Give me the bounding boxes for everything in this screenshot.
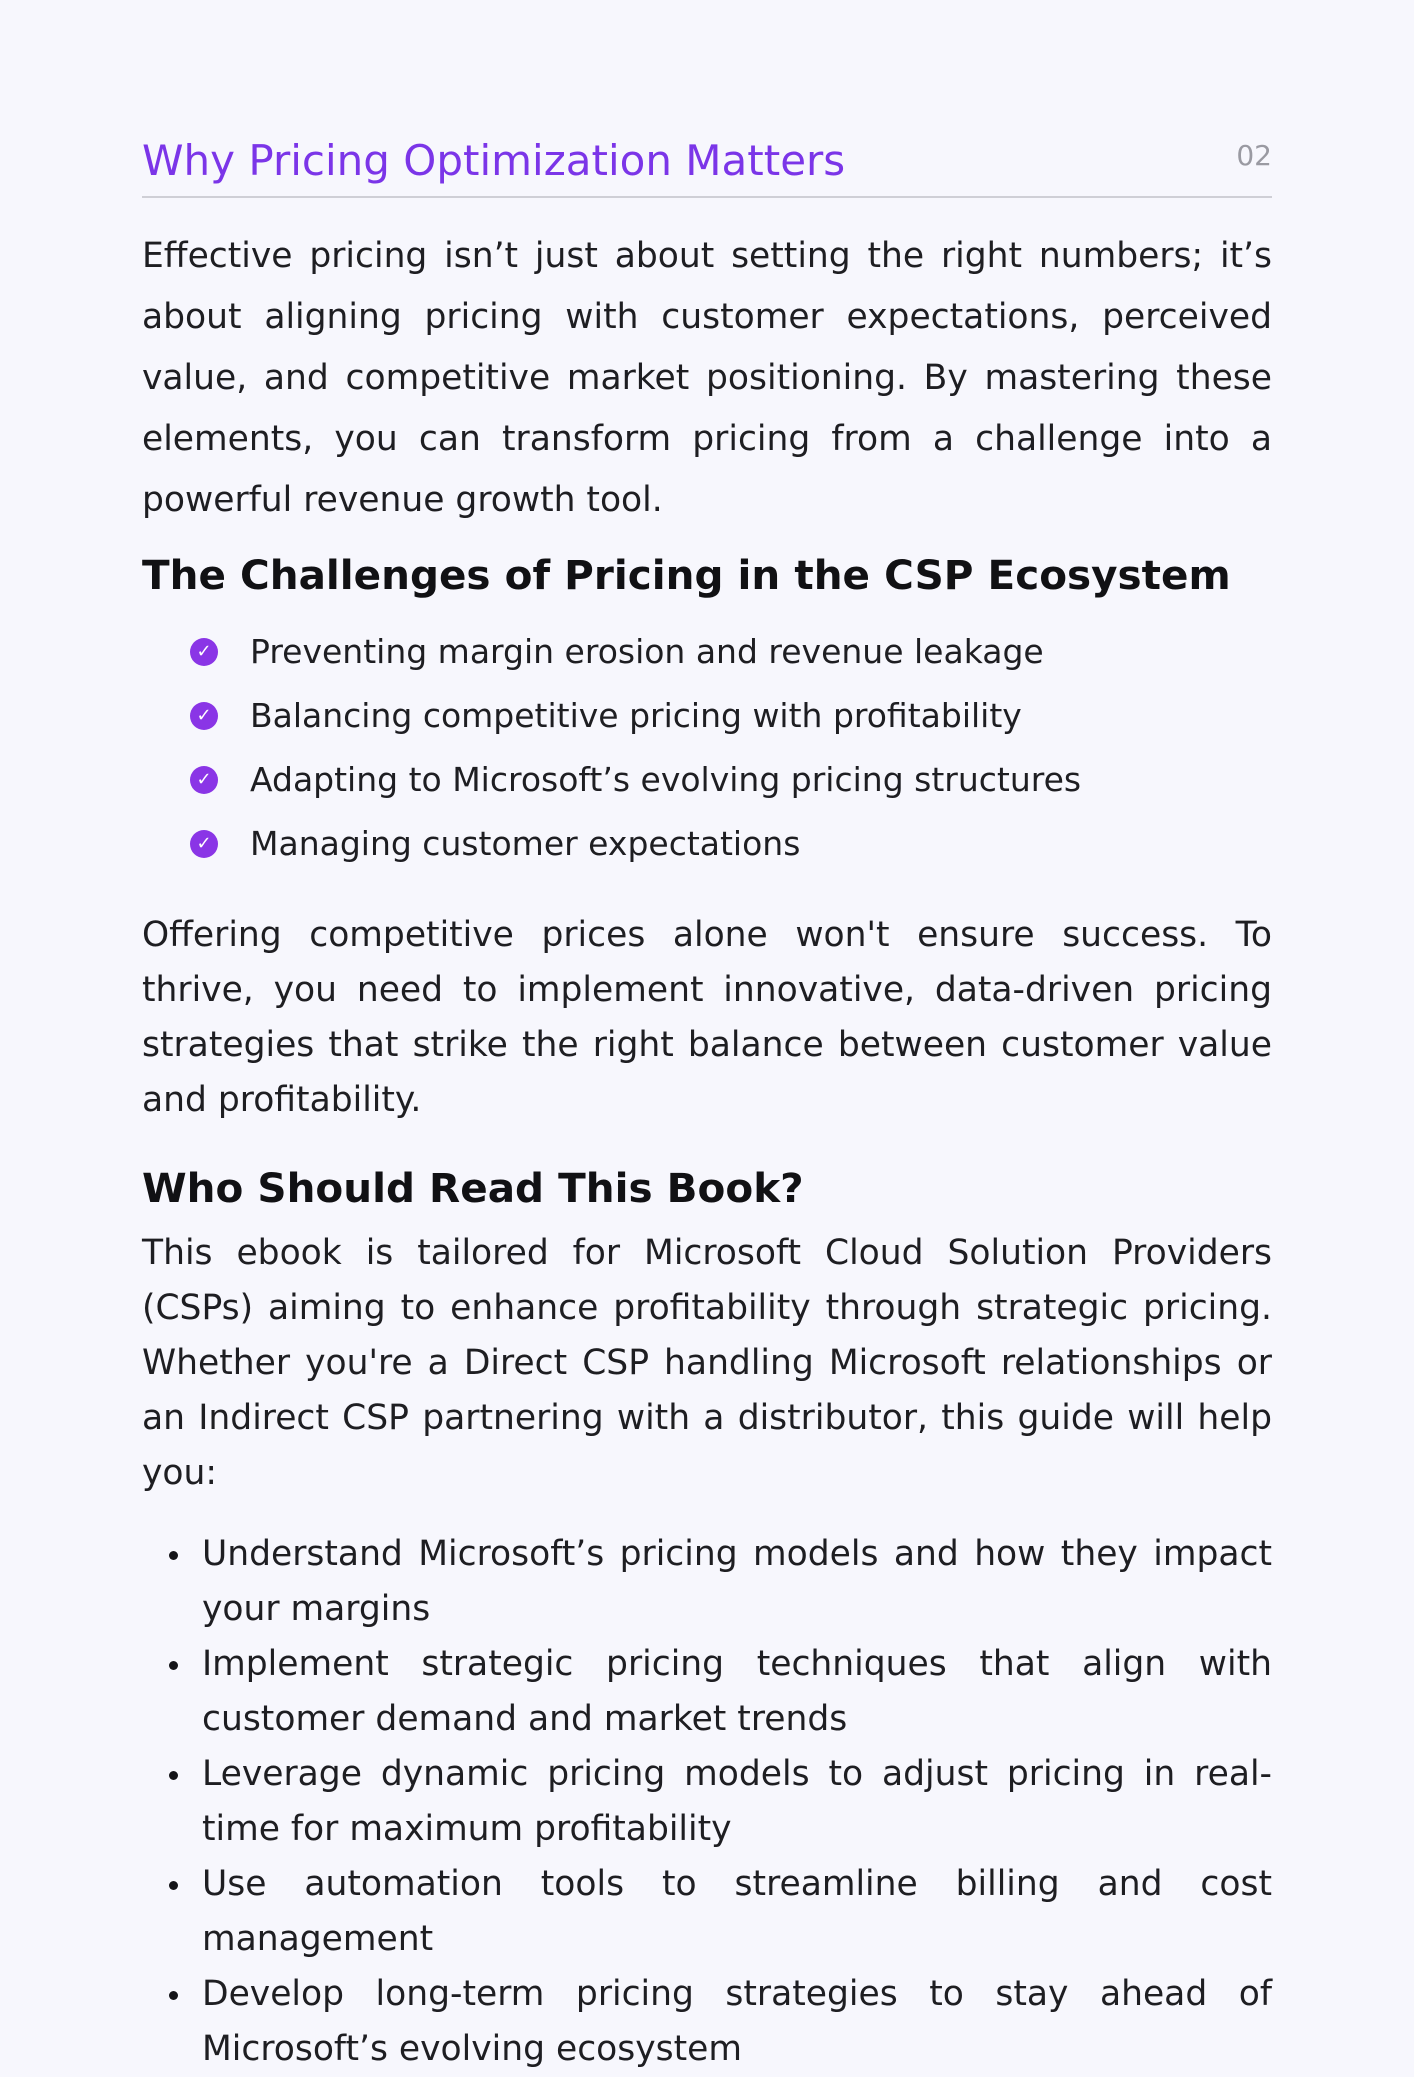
bullet-icon xyxy=(169,1991,178,2000)
list-item-text: Leverage dynamic pricing models to adjust pricing in real-time for maximum profitability xyxy=(202,1754,1272,1850)
list-item xyxy=(190,620,1272,684)
bullet-icon xyxy=(169,1881,178,1890)
check-circle-icon: ✓ xyxy=(190,702,218,730)
check-circle-icon: ✓ xyxy=(190,766,218,794)
list-item-text: Managing customer expectations xyxy=(250,824,801,864)
challenges-heading: The Challenges of Pricing in the CSP Ecosystem xyxy=(142,551,1231,600)
page-header xyxy=(142,138,1272,198)
list-item xyxy=(142,1967,1272,2077)
list-item-text: Develop long-term pricing strategies to stay ahead of Microsoft’s evolving ecosystem xyxy=(202,1974,1272,2070)
list-item xyxy=(190,812,1272,876)
list-item-text: Use automation tools to streamline billing and cost management xyxy=(202,1864,1272,1960)
list-item xyxy=(190,684,1272,748)
check-circle-icon: ✓ xyxy=(190,830,218,858)
audience-heading: Who Should Read This Book? xyxy=(142,1163,804,1212)
bullet-icon xyxy=(169,1661,178,1670)
page-title: Why Pricing Optimization Matters xyxy=(142,136,846,185)
challenges-list xyxy=(142,620,1272,876)
list-item xyxy=(142,1747,1272,1857)
page-number: 02 xyxy=(1236,139,1272,173)
list-item-text: Understand Microsoft’s pricing models and how they impact your margins xyxy=(202,1534,1272,1630)
list-item xyxy=(190,748,1272,812)
bullet-icon xyxy=(169,1551,178,1560)
list-item xyxy=(142,1527,1272,1637)
list-item-text: Adapting to Microsoft’s evolving pricing structures xyxy=(250,760,1082,800)
intro-paragraph: Effective pricing isn’t just about setting the right numbers; it’s about aligning pricing with customer expectations, perceived value, and competitive market positioning. By mastering these elements, you can transform pricing from a challenge into a powerful revenue growth tool. xyxy=(142,236,1272,521)
list-item-text: Preventing margin erosion and revenue leakage xyxy=(250,632,1044,672)
list-item-text: Implement strategic pricing techniques that align with customer demand and market trends xyxy=(202,1644,1272,1740)
list-item xyxy=(142,1857,1272,1967)
audience-paragraph: This ebook is tailored for Microsoft Cloud Solution Providers (CSPs) aiming to enhance profitability through strategic pricing. Whether you're a Direct CSP handling Microsoft relationships or an Indirect CSP partnering with a distributor, this guide will help you: xyxy=(142,1233,1272,1494)
bullet-icon xyxy=(169,1771,178,1780)
list-item xyxy=(142,1637,1272,1747)
challenges-closing-paragraph: Offering competitive prices alone won't ensure success. To thrive, you need to implement innovative, data-driven pricing strategies that strike the right balance between customer value and profitability. xyxy=(142,914,1272,1120)
list-item-text: Balancing competitive pricing with profitability xyxy=(250,696,1022,736)
audience-list xyxy=(142,1527,1272,2077)
check-circle-icon: ✓ xyxy=(190,638,218,666)
